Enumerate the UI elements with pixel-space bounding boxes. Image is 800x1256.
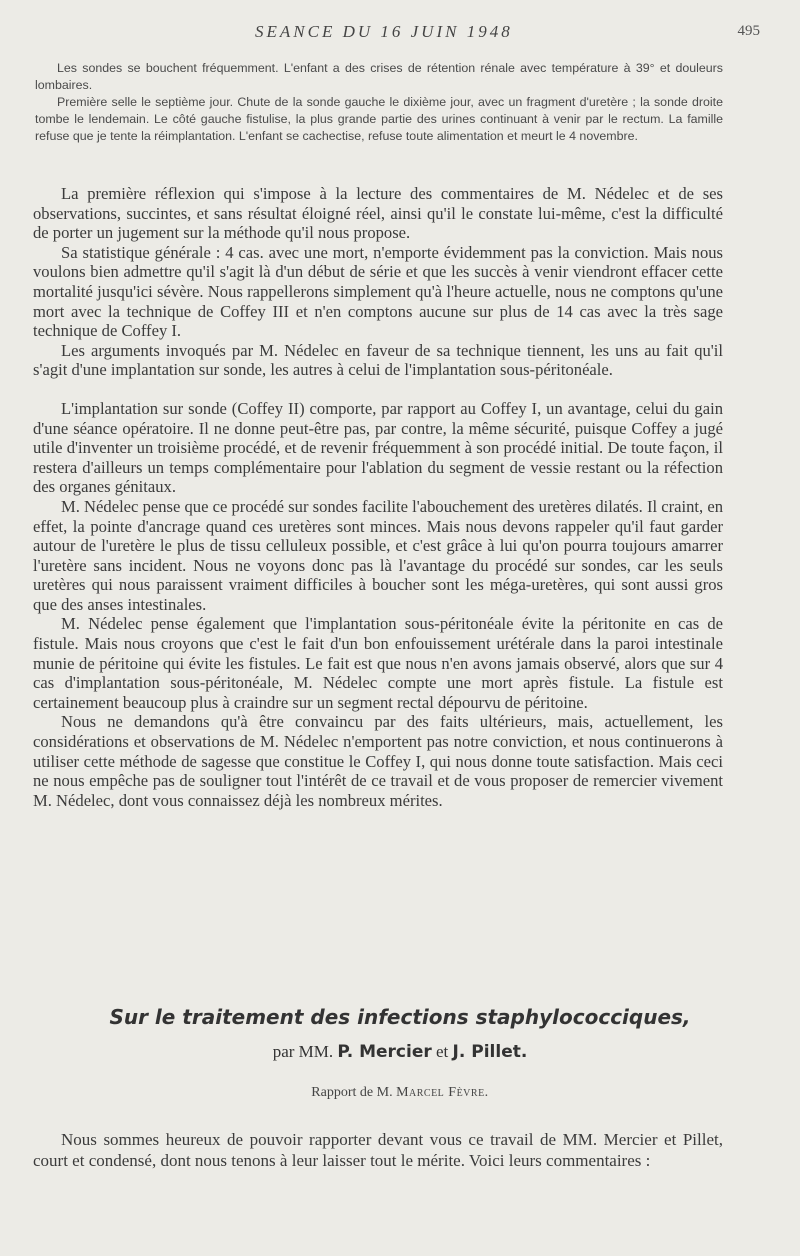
report-body: [33, 184, 723, 810]
small-paragraph: Les sondes se bouchent fréquemment. L'enfant a des crises de rétention rénale avec température à 39° et douleurs lombaires.: [35, 61, 723, 92]
report-line: [0, 1085, 800, 1101]
authors-conjunction: et: [436, 1042, 449, 1061]
closing-paragraph-block: [33, 1130, 723, 1171]
section-title: Sur le traitement des infections staphylococciques,: [109, 1005, 691, 1029]
report-prefix: Rapport de M.: [311, 1085, 393, 1100]
author-name: P. Mercier: [337, 1042, 432, 1062]
body-paragraph: Nous ne demandons qu'à être convaincu par des faits ultérieurs, mais, actuellement, les considérations et observations de M. Nédelec n'emportent pas notre conviction, et nous continuerons à utiliser cette méthode de sagesse que constitue le Coffey I, qui nous donne toute satisfaction. Mais ceci ne nous empêche pas de souligner tout l'intérêt de ce travail et de vous proposer de remercier vivement M. Nédelec, dont vous connaissez déjà les nombreux mérites.: [33, 712, 723, 810]
body-paragraph: L'implantation sur sonde (Coffey II) comporte, par rapport au Coffey I, un avantage, celui du gain d'une séance opératoire. Il ne donne peut-être pas, par contre, la même sécurité, puisque Coffey a jugé utile d'inventer un troisième procédé, et de revenir fréquemment à son procédé initial. De toute façon, il restera d'ailleurs un temps complémentaire pour l'ablation du segment de vessie restant ou la réfection des organes génitaux.: [33, 398, 723, 497]
author-name: J. Pillet.: [452, 1042, 528, 1062]
body-paragraph: Sa statistique générale : 4 cas. avec une mort, n'emporte évidemment pas la conviction. Mais nous voulons bien admettre qu'il s'agit là d'un début de série et que les succès à venir viendront effacer cette mortalité jusqu'ici sévère. Nous rappellerons simplement qu'à l'heure actuelle, nous ne comptons qu'une mort avec la technique de Coffey III et n'en comptons aucune sur plus de 14 cas avec la très sage technique de Coffey I.: [33, 242, 723, 341]
authors-prefix: par MM.: [272, 1042, 334, 1061]
section-authors: [0, 1042, 800, 1062]
small-paragraph: Première selle le septième jour. Chute de la sonde gauche le dixième jour, avec un fragment d'uretère ; la sonde droite tombe le lendemain. Le côté gauche fistulise, la plus grande partie des urines continuant à venir par le rectum. La famille refuse que je tente la réimplantation. L'enfant se cachectise, refuse toute alimentation et meurt le 4 novembre.: [35, 95, 723, 143]
body-paragraph: M. Nédelec pense que ce procédé sur sondes facilite l'abouchement des uretères dilatés. Il craint, en effet, la pointe d'ancrage quand ces uretères sont minces. Mais nous devons rappeler qu'il faut garder autour de l'uretère le plus de tissu celluleux possible, et c'est grâce à lui qu'on pourra toujours amarrer l'uretère sans incident. Nous ne voyons donc pas là l'avantage du procédé sur sondes, car les seuls uretères qui nous paraissent vraiment difficiles à boucher sont les méga-uretères, qui sont aussi gros que des anses intestinales.: [33, 496, 723, 614]
page-header: [0, 22, 800, 46]
reporter-name: Marcel Fèvre.: [396, 1085, 489, 1100]
body-paragraph: M. Nédelec pense également que l'implantation sous-péritonéale évite la péritonite en cas de fistule. Mais nous croyons que c'est le fait d'un bon enfouissement urétérale dans la paroi intestinale munie de péritoine qui évite les fistules. Le fait est que nous n'en avons jamais observé, alors que sur 4 cas d'implantation sous-péritonéale, M. Nédelec compte une mort après fistule. La fistule est certainement beaucoup plus à craindre sur un segment rectal dépourvu de péritoine.: [33, 614, 723, 712]
page-number: 495: [737, 23, 760, 39]
body-paragraph: La première réflexion qui s'impose à la lecture des commentaires de M. Nédelec et de ses observations, succintes, et sans résultat éloigné réel, ainsi qu'il le constate lui-même, c'est la difficulté de porter un jugement sur la méthode qu'il nous propose.: [33, 184, 723, 243]
running-title: SEANCE DU 16 JUIN 1948: [255, 22, 513, 41]
body-paragraph: Les arguments invoqués par M. Nédelec en faveur de sa technique tiennent, les uns au fait qu'il s'agit d'une implantation sur sonde, les autres à celui de l'implantation sous-péritonéale.: [33, 340, 723, 380]
closing-paragraph: Nous sommes heureux de pouvoir rapporter devant vous ce travail de MM. Mercier et Pillet, court et condensé, dont nous tenons à leur laisser tout le mérite. Voici leurs commentaires :: [33, 1130, 723, 1170]
case-notes-small-print: [35, 60, 723, 145]
